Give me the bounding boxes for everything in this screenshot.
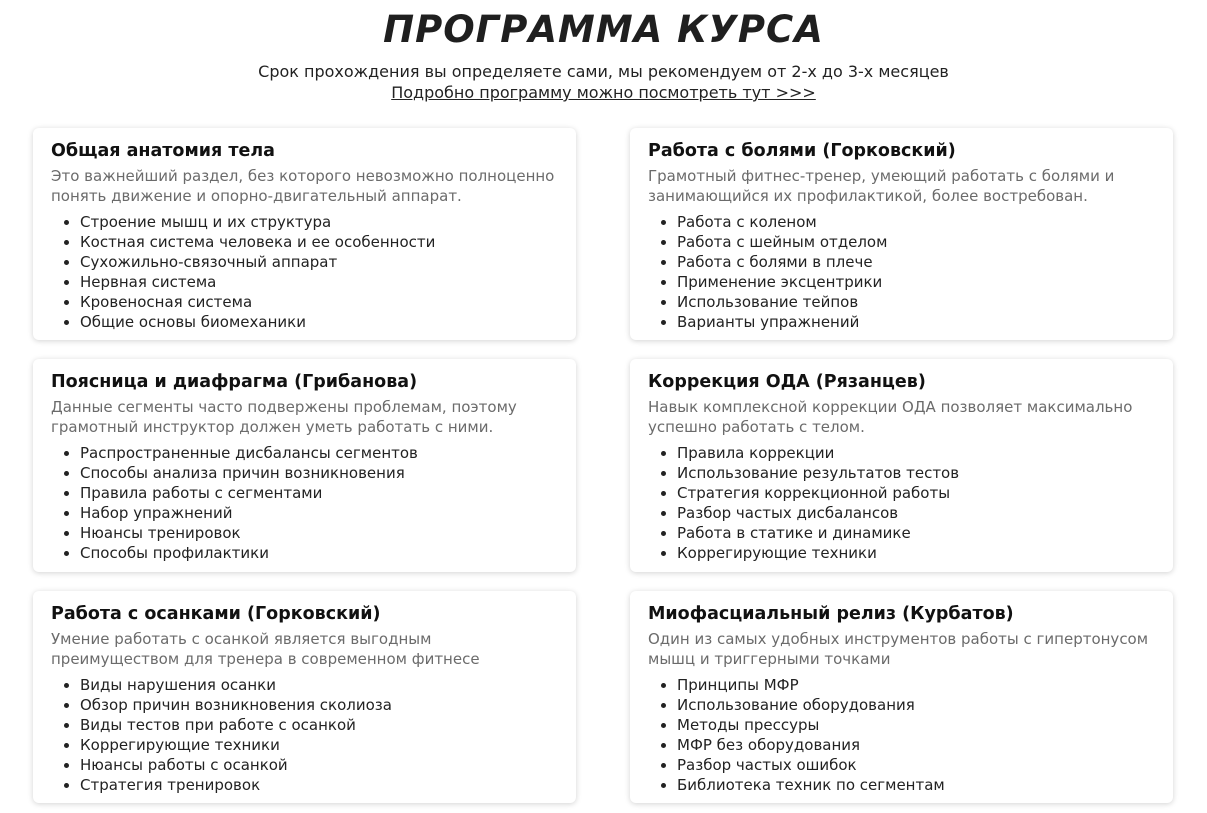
list-item: • Работа с коленом bbox=[677, 212, 1155, 232]
list-item: • Кровеносная система bbox=[80, 292, 558, 312]
list-item: • Работа с шейным отделом bbox=[677, 232, 1155, 252]
module-title: Поясница и диафрагма (Грибанова) bbox=[51, 372, 418, 392]
list-item: • Разбор частых дисбалансов bbox=[677, 503, 1155, 523]
list-item: • Коррегирующие техники bbox=[677, 543, 1155, 563]
list-item: • Общие основы биомеханики bbox=[80, 312, 558, 332]
module-topic-list bbox=[51, 675, 558, 795]
list-item: • Сухожильно-связочный аппарат bbox=[80, 252, 558, 272]
module-description: Это важнейший раздел, без которого невозможно полноценно понять движение и опорно-двигательный аппарат. bbox=[51, 167, 555, 205]
list-item: • Стратегия тренировок bbox=[80, 775, 558, 795]
course-modules-grid bbox=[33, 128, 1173, 803]
module-topic-list bbox=[648, 443, 1155, 563]
module-topic-list bbox=[648, 212, 1155, 332]
program-details-link[interactable]: Подробно программу можно посмотреть тут >>> bbox=[391, 83, 816, 102]
module-card bbox=[630, 359, 1173, 572]
list-item: • Нервная система bbox=[80, 272, 558, 292]
list-item: • Коррегирующие техники bbox=[80, 735, 558, 755]
module-description: Умение работать с осанкой является выгодным преимуществом для тренера в современном фитнесе bbox=[51, 630, 480, 668]
module-title: Коррекция ОДА (Рязанцев) bbox=[648, 372, 926, 392]
list-item: • Методы прессуры bbox=[677, 715, 1155, 735]
module-description: Грамотный фитнес-тренер, умеющий работать с болями и занимающийся их профилактикой, более востребован. bbox=[648, 167, 1115, 205]
module-card bbox=[630, 128, 1173, 340]
module-card bbox=[33, 128, 576, 340]
list-item: • Распространенные дисбалансы сегментов bbox=[80, 443, 558, 463]
module-topic-list bbox=[51, 443, 558, 563]
list-item: • Стратегия коррекционной работы bbox=[677, 483, 1155, 503]
list-item: • Набор упражнений bbox=[80, 503, 558, 523]
list-item: • Обзор причин возникновения сколиоза bbox=[80, 695, 558, 715]
list-item: • Нюансы работы с осанкой bbox=[80, 755, 558, 775]
list-item: • Работа в статике и динамике bbox=[677, 523, 1155, 543]
module-topic-list bbox=[51, 212, 558, 332]
list-item: • Виды тестов при работе с осанкой bbox=[80, 715, 558, 735]
list-item: • Способы анализа причин возникновения bbox=[80, 463, 558, 483]
module-description: Один из самых удобных инструментов работы с гипертонусом мышц и триггерными точками bbox=[648, 630, 1149, 668]
list-item: • Разбор частых ошибок bbox=[677, 755, 1155, 775]
list-item: • Нюансы тренировок bbox=[80, 523, 558, 543]
list-item: • Применение эксцентрики bbox=[677, 272, 1155, 292]
module-title: Общая анатомия тела bbox=[51, 141, 275, 161]
list-item: • МФР без оборудования bbox=[677, 735, 1155, 755]
list-item: • Работа с болями в плече bbox=[677, 252, 1155, 272]
module-title: Миофасциальный релиз (Курбатов) bbox=[648, 604, 1014, 624]
list-item: • Костная система человека и ее особенности bbox=[80, 232, 558, 252]
list-item: • Использование тейпов bbox=[677, 292, 1155, 312]
list-item: • Принципы МФР bbox=[677, 675, 1155, 695]
list-item: • Использование оборудования bbox=[677, 695, 1155, 715]
module-description: Навык комплексной коррекции ОДА позволяет максимально успешно работать с телом. bbox=[648, 398, 1133, 436]
list-item: • Способы профилактики bbox=[80, 543, 558, 563]
module-topic-list bbox=[648, 675, 1155, 795]
module-card bbox=[33, 591, 576, 803]
module-title: Работа с осанками (Горковский) bbox=[51, 604, 381, 624]
list-item: • Правила коррекции bbox=[677, 443, 1155, 463]
module-title: Работа с болями (Горковский) bbox=[648, 141, 956, 161]
list-item: • Строение мышц и их структура bbox=[80, 212, 558, 232]
page-title: ПРОГРАММА КУРСА bbox=[383, 8, 824, 51]
module-description: Данные сегменты часто подвержены проблемам, поэтому грамотный инструктор должен уметь работать с ними. bbox=[51, 398, 517, 436]
list-item: • Правила работы с сегментами bbox=[80, 483, 558, 503]
list-item: • Виды нарушения осанки bbox=[80, 675, 558, 695]
module-card bbox=[630, 591, 1173, 803]
subtitle: Срок прохождения вы определяете сами, мы рекомендуем от 2-х до 3-х месяцев bbox=[258, 62, 949, 81]
module-card bbox=[33, 359, 576, 572]
list-item: • Использование результатов тестов bbox=[677, 463, 1155, 483]
list-item: • Библиотека техник по сегментам bbox=[677, 775, 1155, 795]
list-item: • Варианты упражнений bbox=[677, 312, 1155, 332]
